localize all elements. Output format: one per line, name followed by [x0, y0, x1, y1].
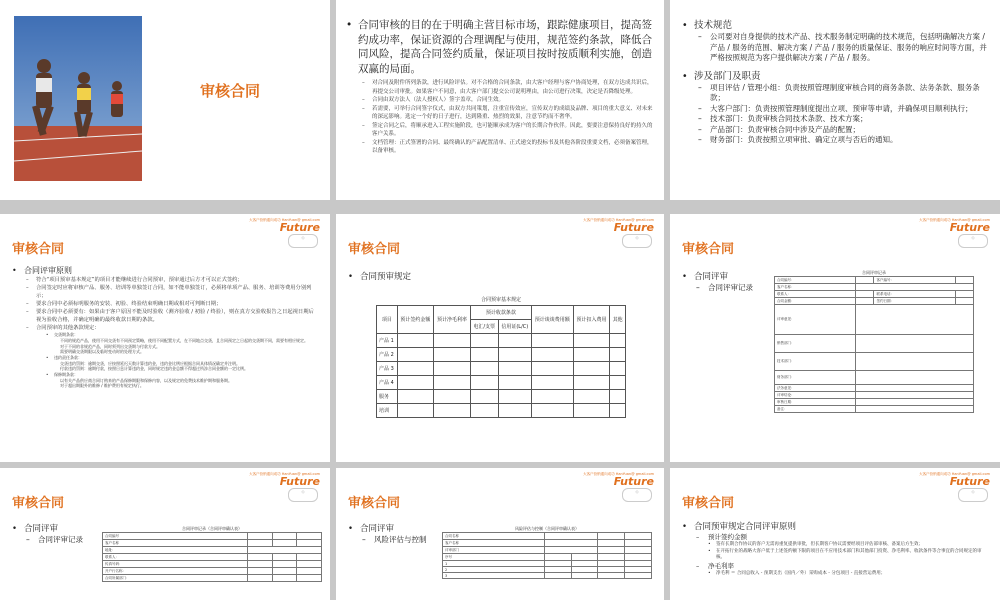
- form-title: 风险评估与控制（合同评审确认表）: [515, 526, 579, 531]
- table-row: [103, 575, 322, 582]
- brand-email: HanYuan@ gmail.com: [281, 218, 320, 222]
- pre-review-table: [376, 305, 626, 418]
- form-cell: 合同编号：: [775, 277, 856, 284]
- slide-thumbnail-1[interactable]: [0, 0, 330, 200]
- brand-future: Future: [279, 475, 320, 488]
- form-cell: 签约日期：: [874, 298, 955, 305]
- col-header: 预计签约金额: [397, 306, 434, 334]
- table-row: [377, 334, 626, 348]
- list-item: – 文档管理：正式签署的合同、最终确认的产品配置清单、正式递交的投标书及其他各阶段重要文档，必须备案管理，以备审核。: [362, 139, 656, 156]
- table-row: [775, 406, 974, 413]
- list-item: – 合同预审的其他条款规定：: [26, 324, 318, 332]
- list-item: – 大客户部门：负责按照管理制度提出立项、预审等申请，并确保项目顺利执行；: [698, 104, 988, 115]
- table-row: [103, 547, 322, 554]
- col-subheader: 电汇/支票: [470, 320, 498, 334]
- review-form: [774, 276, 974, 413]
- list-item: – 技术部门：负责审核合同技术条款、技术方案；: [698, 114, 988, 125]
- form-cell: 联系电话：: [874, 291, 955, 298]
- form-cell: 合同编号: [103, 533, 248, 540]
- slide-thumbnail-2[interactable]: [336, 0, 664, 200]
- table-row: [103, 540, 322, 547]
- brand-logo: [249, 218, 320, 234]
- row-label: 产品 1: [377, 334, 398, 348]
- list-item: • 涉及部门及职责: [682, 71, 988, 83]
- list-item: 付款违约罚则：逾期付款，按照日息计算违约金，同时规定违约金总额不得超过所涉合同金额的一定比例。: [60, 366, 248, 371]
- form-title: 合同评审记录（合同评审确认表）: [182, 526, 242, 531]
- form-cell: 合同所属部门：: [103, 575, 248, 582]
- brand-tagline: 大客户营销通向成功: [249, 218, 281, 222]
- brand-logo: [583, 472, 654, 488]
- table-row: [443, 573, 652, 579]
- list-item: – 合同评审记录: [26, 535, 83, 545]
- audit-purpose-text: • 合同审核的目的在于明确主营目标市场，跟踪健康项目，提高签约成功率，保证资源的合理调配与使用，规范签约条款，降低合同风险，提高合同签约质量，保证项目按时按质顺利实施，创造双赢的局面。: [346, 18, 656, 76]
- form-cell: 联系人：: [775, 291, 856, 298]
- form-cell: 2: [443, 567, 545, 573]
- form-cell: 3: [443, 573, 545, 579]
- col-header: 其他: [610, 306, 626, 334]
- table-row: [775, 335, 974, 353]
- brand-future: Future: [949, 475, 990, 488]
- list-item: – 公司要对自身提供的技术产品、技术服务制定明确的技术规范，包括明确解决方案 / 产品 / 服务的范围、解决方案 / 产品 / 服务的质量保证、服务的响应时间等方面，并严格按照规范为客户提供解决方案 / 产品 / 服务。: [698, 32, 988, 64]
- slide-title: 审核合同: [682, 496, 735, 511]
- list-item: – 合同评审记录: [696, 283, 753, 293]
- list-item: – 风险评估与控制: [362, 535, 427, 545]
- form-cell: 传真号码：: [103, 561, 248, 568]
- title-slide-heading: 审核合同: [200, 82, 261, 100]
- list-item: • 合同预审规定: [348, 272, 411, 283]
- form-cell: 审核日期：: [775, 399, 856, 406]
- list-item: • 在开拓行业的战略大客户低于上述签约额下限的项目在不应用技术部门和其他部门投资、净毛利率、收款条件等合事宜的合同规定的审核。: [708, 549, 988, 562]
- slide-thumbnail-9[interactable]: [670, 468, 1000, 600]
- table-row: [377, 390, 626, 404]
- table-row: [775, 305, 974, 335]
- risk-form: [442, 532, 652, 579]
- seal-icon: ◇: [958, 234, 988, 248]
- col-subheader: 信用证(L/C): [498, 320, 531, 334]
- list-item: – 净毛利率: [696, 562, 988, 571]
- table-row: [443, 547, 652, 554]
- list-item: • 违约责任条款：: [46, 355, 318, 361]
- brand-tagline: 大客户营销通向成功: [249, 472, 281, 476]
- seal-icon: ◇: [958, 488, 988, 502]
- table-row: [377, 376, 626, 390]
- list-item: • 净毛利 ＝ 合同总收入 - 预期支出（国内／外）采购成本 - 分包项目 - 直接营运费用；: [708, 571, 988, 578]
- brand-future: Future: [279, 221, 320, 234]
- list-item: – 产品部门：负责审核合同中涉及产品的配置；: [698, 125, 988, 136]
- form-cell: 销售部门：: [775, 335, 856, 353]
- col-header: 预计扣入费用: [573, 306, 610, 334]
- table-row: [377, 362, 626, 376]
- form-cell: 客户名称: [443, 540, 545, 547]
- form-cell: 评审部门: [443, 547, 545, 554]
- form-cell: 合同金额：: [775, 298, 856, 305]
- brand-logo: [919, 472, 990, 488]
- table-row: [775, 399, 974, 406]
- brand-tagline: 大客户营销通向成功: [919, 472, 951, 476]
- form-cell: 地址：: [103, 547, 248, 554]
- brand-email: HanYuan@ gmail.com: [951, 472, 990, 476]
- seal-icon: ◇: [622, 234, 652, 248]
- form-cell: 备注：: [775, 406, 856, 413]
- list-item: – 合同签定时应将审核产品、服务、培训等单独签订合同，如不能单独签订，必须将单项产品、服务、培训等费用分别列示；: [26, 284, 318, 300]
- seal-icon: ◇: [288, 234, 318, 248]
- form-cell: 法务意见：: [775, 385, 856, 392]
- brand-logo: [919, 218, 990, 234]
- brand-email: HanYuan@ gmail.com: [281, 472, 320, 476]
- table-row: [443, 540, 652, 547]
- list-item: 需要明确交货期限以及临时变动时的处理方式。: [60, 349, 144, 354]
- list-item: – 项目评估 / 管理小组：负责按照管理制度审核合同的商务条款、法务条款、服务条款；: [698, 83, 988, 104]
- table-row: [775, 371, 974, 385]
- table-row: [103, 568, 322, 575]
- list-item: – 财务部门：负责按照立项审批、确定立项与否后的通知。: [698, 135, 988, 146]
- seal-icon: ◇: [288, 488, 318, 502]
- brand-future: Future: [613, 475, 654, 488]
- table-row: [775, 298, 974, 305]
- review-form: [102, 532, 322, 582]
- table-title: 合同预审基本规定: [480, 297, 521, 303]
- slide-title: 审核合同: [348, 242, 401, 257]
- table-row: [775, 277, 974, 284]
- list-item: – 要求合同中必须标明服务的安装、初验、终验结束明确日期或相对可判断日期；: [26, 300, 318, 308]
- brand-email: HanYuan@ gmail.com: [615, 218, 654, 222]
- table-row: [775, 353, 974, 371]
- table-row: [103, 554, 322, 561]
- table-row: [775, 392, 974, 399]
- row-label: 产品 2: [377, 348, 398, 362]
- brand-future: Future: [613, 221, 654, 234]
- slide-thumbnail-6[interactable]: [670, 214, 1000, 462]
- form-cell: 客户编号：: [874, 277, 955, 284]
- list-item: • 签有长期合作协议的客户无需再重复提供审批，但长期客户协议需要经项目评估部审核、备案后方生效；: [708, 542, 988, 549]
- list-item: • 合同评审: [682, 272, 753, 283]
- list-item: 对于超出期限外的维修 / 维护费用有规定执行。: [60, 383, 144, 388]
- form-cell: 评审意见：: [775, 305, 856, 335]
- table-row: [103, 533, 322, 540]
- row-label: 培训: [377, 404, 398, 418]
- list-item: • 技术规范: [682, 20, 988, 32]
- slide-thumbnail-3[interactable]: [670, 0, 1000, 200]
- list-item: 交货违约罚则：逾期交货，应按照延迟天数计算违约金，违约金比例应根据合同具体情况确定并注明。: [60, 360, 240, 366]
- row-label: 服务: [377, 390, 398, 404]
- slide-thumbnail-8[interactable]: [336, 468, 664, 600]
- form-cell: 客户名称: [103, 540, 248, 547]
- form-cell: 1: [443, 561, 545, 567]
- list-item: 对于不同的非规范产品，同时须列出交货期与付款方式。: [60, 343, 160, 349]
- slide-thumbnail-4[interactable]: [0, 214, 330, 462]
- form-title: 合同评审记录: [862, 270, 886, 275]
- slide-title: 审核合同: [12, 496, 65, 511]
- col-header: 预计净毛利率: [434, 306, 471, 334]
- table-row: [775, 385, 974, 392]
- table-row: [377, 348, 626, 362]
- table-row: [377, 404, 626, 418]
- form-cell: 技术部门：: [775, 353, 856, 371]
- list-item: • 合同预审规定合同评审原则: [682, 522, 988, 533]
- list-item: • 合同评审: [348, 524, 427, 535]
- list-item: – 对合同及附件所列条款，进行风险评估。对不合格的合同条款，由大客户经理与客户协商处理，在双方达成共识后，再提交公司审批。如果客户不同意，由大客户部门提交公司说明理由，由公司进行决策，决定是否降级处理。: [362, 79, 656, 96]
- row-label: 产品 4: [377, 376, 398, 390]
- col-header: 预计谈谈费用额: [531, 306, 573, 334]
- list-item: – 符合“项目预审基本规定”的项目才能继续进行合同预审，预审通过后方才可以正式签约；: [26, 276, 318, 284]
- runners-photo: [14, 16, 142, 181]
- form-cell: 序号: [443, 554, 545, 561]
- brand-logo: [583, 218, 654, 234]
- table-row: [775, 284, 974, 291]
- table-row: [443, 554, 652, 561]
- list-item: • 保修期条款：: [46, 372, 318, 378]
- brand-future: Future: [949, 221, 990, 234]
- list-item: – 预计签约金额: [696, 533, 988, 542]
- table-row: [775, 291, 974, 298]
- row-label: 产品 3: [377, 362, 398, 376]
- seal-icon: ◇: [622, 488, 652, 502]
- slide-title: 审核合同: [348, 496, 401, 511]
- form-cell: 合同名称: [443, 533, 545, 540]
- list-item: 以有关产品供应商合同订购来的产品保修期限和保修内容，以及规定的免费技术维护期和服务期。: [60, 377, 232, 383]
- form-cell: 财务部门：: [775, 371, 856, 385]
- brand-email: HanYuan@ gmail.com: [951, 218, 990, 222]
- col-header: 项目: [377, 306, 398, 334]
- table-row: [103, 561, 322, 568]
- brand-tagline: 大客户营销通向成功: [583, 472, 615, 476]
- list-item: – 签定合同之后，将顺承进入工程实施阶段，也可能顺承成为客户的长期合作伙伴。因此，要要注意保持良好的持久的客户关系。: [362, 122, 656, 139]
- brand-logo: [249, 472, 320, 488]
- slide-thumbnail-5[interactable]: [336, 214, 664, 462]
- list-item: – 若需要，可举行合同签字仪式，由双方共同策划，注重宣传效应，宣传双方的成绩及品牌、项目的重大意义、对未来的深远影响。选定一个好的日子进行，达到隆重、热烈的效果，注意节约而不奢华。: [362, 105, 656, 122]
- table-row: [443, 533, 652, 540]
- slide-title: 审核合同: [12, 242, 65, 257]
- slide-thumbnail-7[interactable]: [0, 468, 330, 600]
- list-item: • 合同评审: [12, 524, 83, 535]
- slide-title: 审核合同: [682, 242, 735, 257]
- form-cell: 评审结论：: [775, 392, 856, 399]
- list-item: – 要求合同中必须要有：如果由于客户原因不能及时验收（测齐验收 / 初验 / 终验），则在真方交验收报告之日起视日期后视为验收合格，并确定明确的最终收款日期的条款。: [26, 308, 318, 324]
- form-cell: 联系人：: [103, 554, 248, 561]
- brand-tagline: 大客户营销通向成功: [583, 218, 615, 222]
- list-item: – 合同由双方法人（法人授权人）签字盖章，合同生效。: [362, 96, 656, 105]
- form-cell: 开户行名称：: [103, 568, 248, 575]
- col-header: 预计收款条款: [470, 306, 531, 320]
- list-item: • 合同评审原则: [12, 266, 318, 276]
- form-cell: 客户名称：: [775, 284, 856, 291]
- list-item: 不同的规范产品，使用不同交货有不同预定策略，使用不同配置方式，在不同地点交货，且合同预定之日起的交货期不同，需要有相应规定。: [60, 338, 308, 343]
- list-item: • 交货期条款：: [46, 332, 318, 338]
- brand-email: HanYuan@ gmail.com: [615, 472, 654, 476]
- brand-tagline: 大客户营销通向成功: [919, 218, 951, 222]
